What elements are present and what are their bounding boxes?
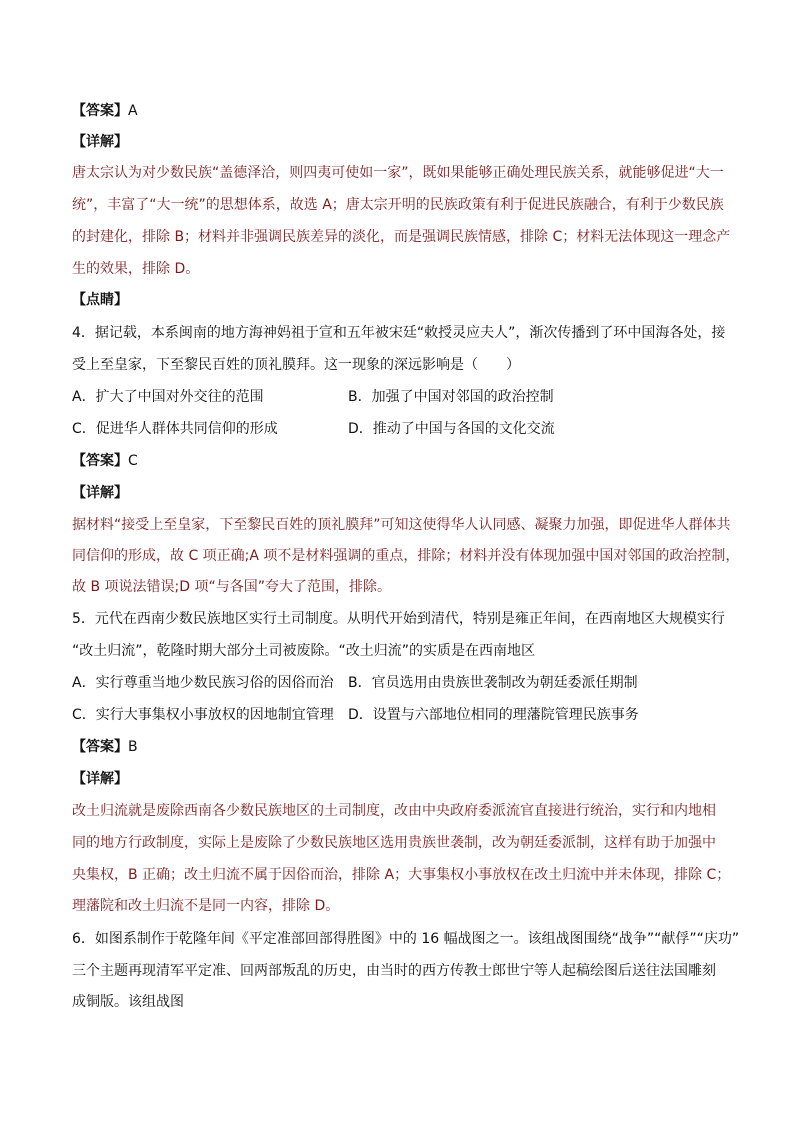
question-stem-line: 5．元代在西南少数民族地区实行土司制度。从明代开始到清代，特别是雍正年间，在西南地区大规模实行 bbox=[72, 611, 725, 627]
explanation-line: 统”，丰富了“大一统”的思想体系，故选 A；唐太宗开明的民族政策有利于促进民族融合，有利于少数民族 bbox=[72, 197, 724, 213]
answer-label: 【答案】 bbox=[72, 739, 128, 755]
option-c: C．实行大事集权小事放权的因地制宜管理 bbox=[72, 707, 334, 723]
answer-value: A bbox=[128, 103, 138, 119]
option-a: A．扩大了中国对外交往的范围 bbox=[72, 389, 264, 405]
explanation-line: 的封建化，排除 B；材料并非强调民族差异的淡化，而是强调民族情感，排除 C；材料无法体现这一理念产 bbox=[72, 229, 731, 245]
answer-label: 【答案】 bbox=[72, 453, 128, 469]
explanation-line: 央集权，B 正确；改土归流不属于因俗而治，排除 A；大事集权小事放权在改土归流中并未体现，排除 C； bbox=[72, 867, 731, 883]
explanation-line: 改土归流就是废除西南各少数民族地区的土司制度，改由中央政府委派流官直接进行统治，实行和内地相 bbox=[72, 803, 716, 819]
explanation-line: 同的地方行政制度，实际上是废除了少数民族地区选用贵族世袭制，改为朝廷委派制，这样有助于加强中 bbox=[72, 835, 716, 851]
option-b: B．加强了中国对邻国的政治控制 bbox=[348, 389, 554, 405]
detail-label: 【详解】 bbox=[72, 485, 128, 501]
explanation-line: 生的效果，排除 D。 bbox=[72, 261, 200, 277]
explanation-line: 唐太宗认为对少数民族“盖德泽洽，则四夷可使如一家”，既如果能够正确处理民族关系，就能够促进“大一 bbox=[72, 165, 724, 181]
option-d: D．推动了中国与各国的文化交流 bbox=[348, 421, 555, 437]
tip-label: 【点睛】 bbox=[72, 292, 128, 308]
explanation-line: 故 B 项说法错误;D 项“与各国”夸大了范围，排除。 bbox=[72, 579, 391, 595]
answer-row bbox=[72, 102, 138, 120]
question-stem-line: 6．如图系制作于乾隆年间《平定准部回部得胜图》中的 16 幅战图之一。该组战图围绕“战争”“献俘”“庆功” bbox=[72, 931, 740, 947]
answer-value: B bbox=[128, 739, 138, 755]
option-a: A．实行尊重当地少数民族习俗的因俗而治 bbox=[72, 675, 334, 691]
detail-label: 【详解】 bbox=[72, 134, 128, 150]
option-b: B．官员选用由贵族世袭制改为朝廷委派任期制 bbox=[348, 675, 638, 691]
answer-row bbox=[72, 452, 138, 470]
explanation-line: 同信仰的形成，故 C 项正确;A 项不是材料强调的重点，排除；材料并没有体现加强中国对邻国的政治控制， bbox=[72, 548, 740, 564]
answer-value: C bbox=[128, 453, 138, 469]
explanation-line: 据材料“接受上至皇家，下至黎民百姓的顶礼膜拜”可知这使得华人认同感、凝聚力加强，即促进华人群体共 bbox=[72, 517, 731, 533]
option-d: D．设置与六部地位相同的理藩院管理民族事务 bbox=[348, 707, 639, 723]
question-stem-line: 三个主题再现清军平定准、回两部叛乱的历史，由当时的西方传教士郎世宁等人起稿绘图后送往法国雕刻 bbox=[72, 963, 716, 979]
question-stem-line: 成铜版。该组战图 bbox=[72, 994, 184, 1010]
question-stem-line: 4．据记载，本系闽南的地方海神妈祖于宣和五年被宋廷“敕授灵应夫人”，渐次传播到了环中国海各处，接 bbox=[72, 325, 726, 341]
answer-label: 【答案】 bbox=[72, 103, 128, 119]
question-stem-line: “改土归流”，乾隆时期大部分土司被废除。“改土归流”的实质是在西南地区 bbox=[72, 643, 536, 659]
explanation-line: 理藩院和改土归流不是同一内容，排除 D。 bbox=[72, 898, 340, 914]
question-stem-line: 受上至皇家，下至黎民百姓的顶礼膜拜。这一现象的深远影响是（ ） bbox=[72, 357, 520, 373]
detail-label: 【详解】 bbox=[72, 771, 128, 787]
option-c: C．促进华人群体共同信仰的形成 bbox=[72, 421, 278, 437]
answer-row bbox=[72, 738, 138, 756]
